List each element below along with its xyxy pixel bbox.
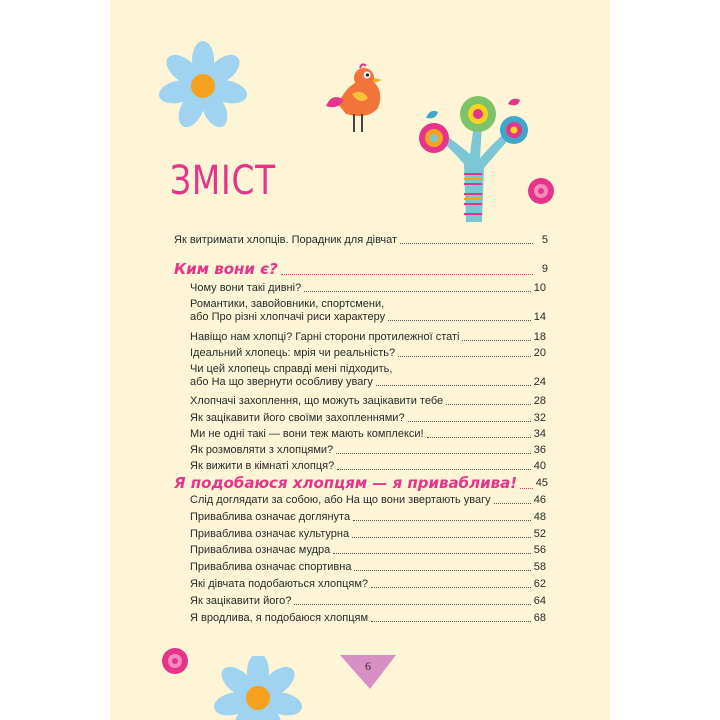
toc-entry-title: Я вродлива, я подобаюся хлопцям bbox=[190, 611, 369, 624]
dot-leader bbox=[371, 586, 531, 588]
toc-entry-title: Хлопчачі захоплення, що можуть зацікавити тебе bbox=[190, 395, 444, 408]
dot-leader bbox=[462, 339, 530, 341]
toc-entry[interactable] bbox=[190, 460, 546, 473]
dot-leader bbox=[333, 552, 531, 554]
toc-intro-entry[interactable] bbox=[174, 234, 548, 247]
dot-leader bbox=[336, 452, 531, 454]
dot-leader bbox=[520, 487, 533, 489]
dot-leader bbox=[304, 290, 531, 292]
toc-entry-title: Як розмовляти з хлопцями? bbox=[190, 444, 334, 456]
toc-page-number: 62 bbox=[533, 578, 546, 590]
toc-page-number: 45 bbox=[535, 477, 548, 489]
toc-entry[interactable] bbox=[190, 347, 546, 360]
toc-entry[interactable] bbox=[190, 578, 546, 591]
toc-page-number: 68 bbox=[533, 611, 546, 624]
toc-entry[interactable] bbox=[190, 444, 546, 457]
toc-page-number: 28 bbox=[533, 395, 546, 408]
flower-icon bbox=[212, 656, 304, 720]
toc-entry[interactable] bbox=[190, 494, 546, 507]
toc-entry-title: Як вижити в кімнаті хлопця? bbox=[190, 460, 335, 473]
dot-leader bbox=[400, 242, 533, 244]
toc-entry[interactable] bbox=[190, 561, 546, 574]
dot-leader bbox=[337, 468, 531, 470]
toc-page-number: 20 bbox=[533, 346, 546, 359]
toc-entry-title: Навіщо нам хлопці? Гарні сторони протилежної статі bbox=[190, 330, 460, 343]
toc-entry-title: Як зацікавити його своїми захопленнями? bbox=[190, 411, 405, 424]
toc-entry[interactable] bbox=[190, 612, 546, 625]
section-title: Ким вони є? bbox=[174, 260, 278, 278]
toc-entry-title: або Про різні хлопчачі риси характеру bbox=[190, 311, 386, 324]
toc-entry-title: Приваблива означає мудра bbox=[190, 544, 331, 557]
toc-page-number: 9 bbox=[541, 263, 548, 275]
toc-entry-title: Чому вони такі дивні? bbox=[190, 282, 302, 294]
toc-page-number: 32 bbox=[533, 411, 546, 424]
pink-flower-icon bbox=[160, 646, 190, 676]
section-title: Я подобаюся хлопцям — я приваблива! bbox=[174, 474, 518, 492]
bird-icon bbox=[322, 62, 388, 136]
toc-page-number: 34 bbox=[533, 427, 546, 440]
toc-entry-title-line: Чи цей хлопець справді мені підходить, bbox=[190, 363, 393, 375]
dot-leader bbox=[494, 502, 531, 504]
toc-entry[interactable] bbox=[190, 511, 546, 524]
dot-leader bbox=[353, 519, 531, 521]
toc-page-number: 24 bbox=[533, 376, 546, 388]
flower-icon bbox=[158, 40, 248, 132]
page-number-marker bbox=[340, 655, 396, 689]
toc-page-number: 46 bbox=[533, 494, 546, 506]
toc-entry[interactable] bbox=[190, 528, 546, 541]
toc-page-number: 56 bbox=[533, 544, 546, 557]
toc-entry-title: Приваблива означає доглянута bbox=[190, 510, 351, 523]
toc-page-number: 36 bbox=[533, 444, 546, 456]
page-title: ЗМІСТ bbox=[170, 158, 277, 204]
toc-page-number: 5 bbox=[541, 234, 548, 246]
toc-page-number: 64 bbox=[533, 594, 546, 607]
toc-entry-title: Як витримати хлопців. Порадник для дівчат bbox=[174, 234, 398, 246]
dot-leader bbox=[352, 536, 531, 538]
toc-entry[interactable] bbox=[190, 331, 546, 344]
toc-page-number: 52 bbox=[533, 527, 546, 540]
dot-leader bbox=[371, 620, 531, 622]
toc-page-number: 48 bbox=[533, 510, 546, 523]
toc-entry-title: Слід доглядати за собою, або На що вони звертають увагу bbox=[190, 494, 491, 506]
toc-entry[interactable] bbox=[190, 282, 546, 295]
toc-entry[interactable] bbox=[190, 298, 546, 324]
page-number: 6 bbox=[365, 659, 371, 673]
toc-section-heading[interactable] bbox=[174, 260, 548, 278]
dot-leader bbox=[408, 420, 531, 422]
toc-page-number: 18 bbox=[533, 330, 546, 343]
pink-flower-icon bbox=[526, 176, 556, 206]
toc-entry-title: або На що звернути особливу увагу bbox=[190, 376, 373, 388]
decorative-tree-icon bbox=[412, 84, 542, 224]
toc-entry-title: Як зацікавити його? bbox=[190, 594, 292, 607]
dot-leader bbox=[446, 403, 531, 405]
toc-entry[interactable] bbox=[190, 395, 546, 408]
toc-entry-title: Ми не одні такі — вони теж мають комплекси! bbox=[190, 427, 424, 440]
toc-section-heading[interactable] bbox=[174, 474, 548, 492]
toc-page-number: 14 bbox=[533, 311, 546, 324]
toc-entry[interactable] bbox=[190, 412, 546, 425]
toc-entry-title-line: Романтики, завойовники, спортсмени, bbox=[190, 298, 385, 311]
dot-leader bbox=[398, 355, 531, 357]
toc-entry-title: Ідеальний хлопець: мрія чи реальність? bbox=[190, 346, 396, 359]
dot-leader bbox=[354, 569, 530, 571]
toc-page-number: 40 bbox=[533, 460, 546, 473]
dot-leader bbox=[281, 273, 533, 275]
toc-entry-title: Приваблива означає спортивна bbox=[190, 561, 352, 574]
toc-entry-title: Приваблива означає культурна bbox=[190, 527, 350, 540]
toc-entry[interactable] bbox=[190, 595, 546, 608]
toc-entry[interactable] bbox=[190, 428, 546, 441]
toc-entry[interactable] bbox=[190, 363, 546, 389]
dot-leader bbox=[388, 319, 531, 321]
toc-page-number: 58 bbox=[533, 561, 546, 574]
dot-leader bbox=[294, 603, 530, 605]
toc-entry[interactable] bbox=[190, 544, 546, 557]
dot-leader bbox=[427, 436, 531, 438]
toc-entry-title: Які дівчата подобаються хлопцям? bbox=[190, 578, 369, 590]
toc-page-number: 10 bbox=[533, 282, 546, 294]
dot-leader bbox=[376, 384, 531, 386]
